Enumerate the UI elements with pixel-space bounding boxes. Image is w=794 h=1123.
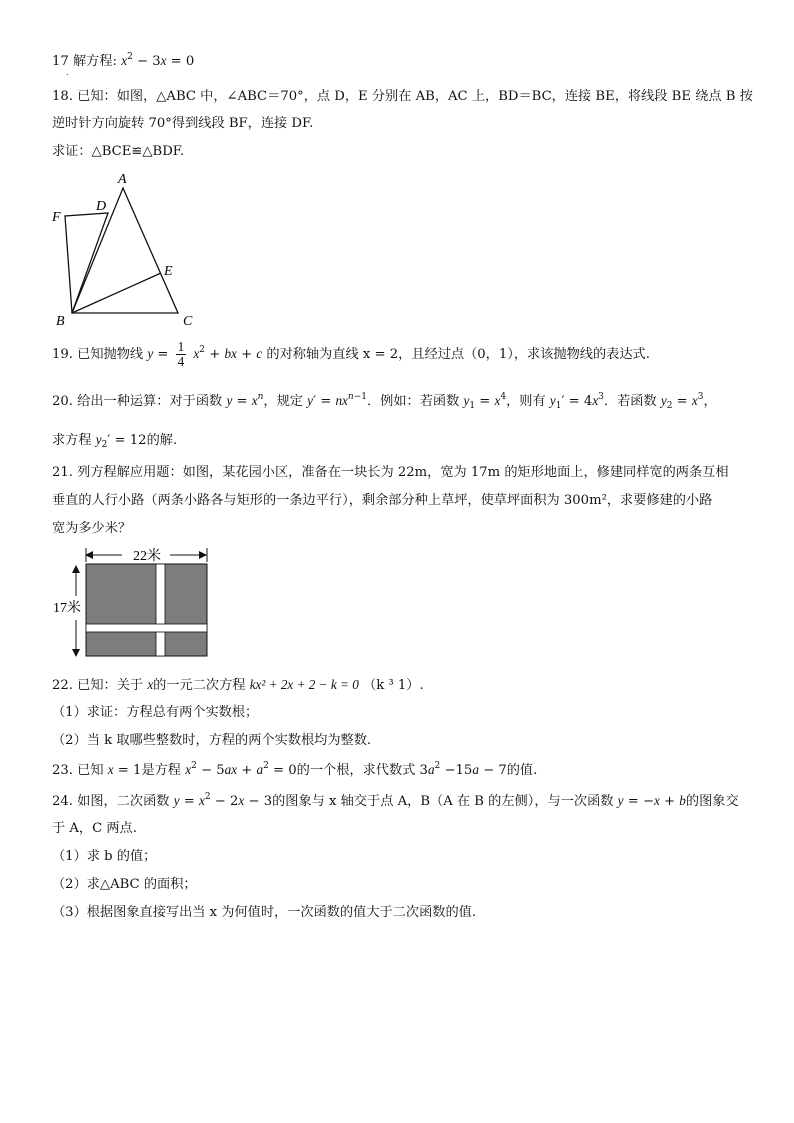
numerator: 1 xyxy=(177,339,185,354)
q23-text-b: 是方程 xyxy=(141,763,181,778)
q21-line1: 21. 列方程解应用题：如图，某花园小区，准备在一块长为 22m，宽为 17m 的矩形地面上，修建同样宽的两条互相 xyxy=(52,465,729,480)
q22-condition: （k ³ 1）. xyxy=(363,678,424,693)
q24-part2: （2）求△ABC 的面积； xyxy=(52,877,197,892)
q23-text-d: 的值. xyxy=(506,763,538,778)
question-23: 23. 已知 x = 1是方程 $x^2 - 5ax + a^2 = 0$的一个根，求代数式 $3a^2 -15a - 7$的值. xyxy=(52,761,538,778)
dot-mark: . xyxy=(66,68,69,77)
fraction xyxy=(176,340,187,369)
question-17 xyxy=(52,52,194,71)
question-20-line2: 求方程 $y_2' = 12$的解. xyxy=(52,432,178,450)
q20-text-f: ， xyxy=(703,394,717,409)
q24-part3: （3）根据图象直接写出当 x 为何值时，一次函数的值大于二次函数的值. xyxy=(52,905,477,920)
label-e: E xyxy=(164,264,173,279)
q18-line1: 18. 已知：如图，△ABC 中，∠ABC＝70°，点 D，E 分别在 AB，AC 上，BD＝BC，连接 BE，将线段 BE 绕点 B 按 xyxy=(52,89,753,104)
q20-text-c: ．例如：若函数 xyxy=(366,394,460,409)
q21-line2: 垂直的人行小路（两条小路各与矩形的一条边平行），剩余部分种上草坪，使草坪面积为 300m²，求要修建的小路 xyxy=(52,493,713,508)
question-20: 20. 给出一种运算：对于函数 $y = x^n$，规定 $y' = nx^{n-1}$．例如：若函数 $y_1 = x^4$，则有 $y_1' = 4x^3$．若函数 $y_2 = x^3$， xyxy=(52,392,717,411)
triangle-figure xyxy=(50,168,200,329)
q24-part1: （1）求 b 的值； xyxy=(52,849,157,864)
q23-text-c: 的一个根，求代数式 xyxy=(296,763,416,778)
garden-figure xyxy=(52,546,212,660)
q20-text-d: ，则有 xyxy=(506,394,546,409)
q24-text-b: 的图象与 x 轴交于点 A，B（A 在 B 的左侧），与一次函数 xyxy=(272,794,614,809)
q19-text-c: ，且经过点（0，1），求该抛物线的表达式. xyxy=(398,347,650,362)
label-d: D xyxy=(96,199,107,214)
label-a: A xyxy=(118,172,127,187)
width-label: 22米 xyxy=(133,549,161,564)
q22-text-a: 22. 已知：关于 xyxy=(52,678,144,693)
label-f: F xyxy=(52,210,61,225)
q22-equation: kx² + 2x + 2 − k = 0 xyxy=(249,677,359,692)
question-22: 22. 已知：关于 x的一元二次方程 kx² + 2x + 2 − k = 0 （k ³ 1）. xyxy=(52,677,424,693)
denominator: 4 xyxy=(177,354,185,369)
question-label: 解方程: xyxy=(72,54,117,69)
question-number: 17 xyxy=(52,54,69,69)
question-19: 19. 已知抛物线 y = $\frac{1}{4}$ $x^2$ + bx + c 的对称轴为直线 x = 2，且经过点（0，1），求该抛物线的表达式. xyxy=(52,339,650,369)
q20-text-e: ．若函数 xyxy=(603,394,657,409)
q20-text-g: 求方程 xyxy=(52,433,92,448)
q18-line2: 逆时针方向旋转 70°得到线段 BF，连接 DF. xyxy=(52,116,314,131)
triangle-bdf xyxy=(65,213,108,313)
q22-text-b: 的一元二次方程 xyxy=(153,678,246,693)
triangle-abc xyxy=(72,188,178,313)
q19-text-b: 的对称轴为直线 xyxy=(266,347,359,362)
q22-part1: （1）求证：方程总有两个实数根； xyxy=(52,705,259,720)
q20-text-a: 20. 给出一种运算：对于函数 xyxy=(52,394,223,409)
vertical-path xyxy=(156,564,165,656)
q24-line2: 于 A，C 两点. xyxy=(52,821,137,836)
equation: $x^2 - 3x = 0$ xyxy=(121,52,195,69)
q24-text-a: 24. 如图，二次函数 xyxy=(52,794,170,809)
horizontal-path xyxy=(86,624,207,632)
q18-line3: 求证：△BCE≌△BDF. xyxy=(52,144,185,159)
question-24: 24. 如图，二次函数 $y = x^2 - 2x - 3$的图象与 x 轴交于点 A，B（A 在 B 的左侧），与一次函数 y = −x + b的图象交 xyxy=(52,792,739,809)
garden-rect xyxy=(86,564,207,656)
height-label: 17米 xyxy=(53,601,81,616)
q19-text-a: 19. 已知抛物线 xyxy=(52,347,144,362)
q22-part2: （2）当 k 取哪些整数时，方程的两个实数根均为整数. xyxy=(52,733,372,748)
q24-text-c: 的图象交 xyxy=(685,794,739,809)
q20-text-h: 的解. xyxy=(146,433,178,448)
label-c: C xyxy=(183,314,193,329)
q20-text-b: ，规定 xyxy=(263,394,303,409)
q21-line3: 宽为多少米？ xyxy=(52,521,132,536)
label-b: B xyxy=(56,314,65,329)
q19-eq: x = 2 xyxy=(362,347,399,362)
q23-text-a: 23. 已知 xyxy=(52,763,104,778)
